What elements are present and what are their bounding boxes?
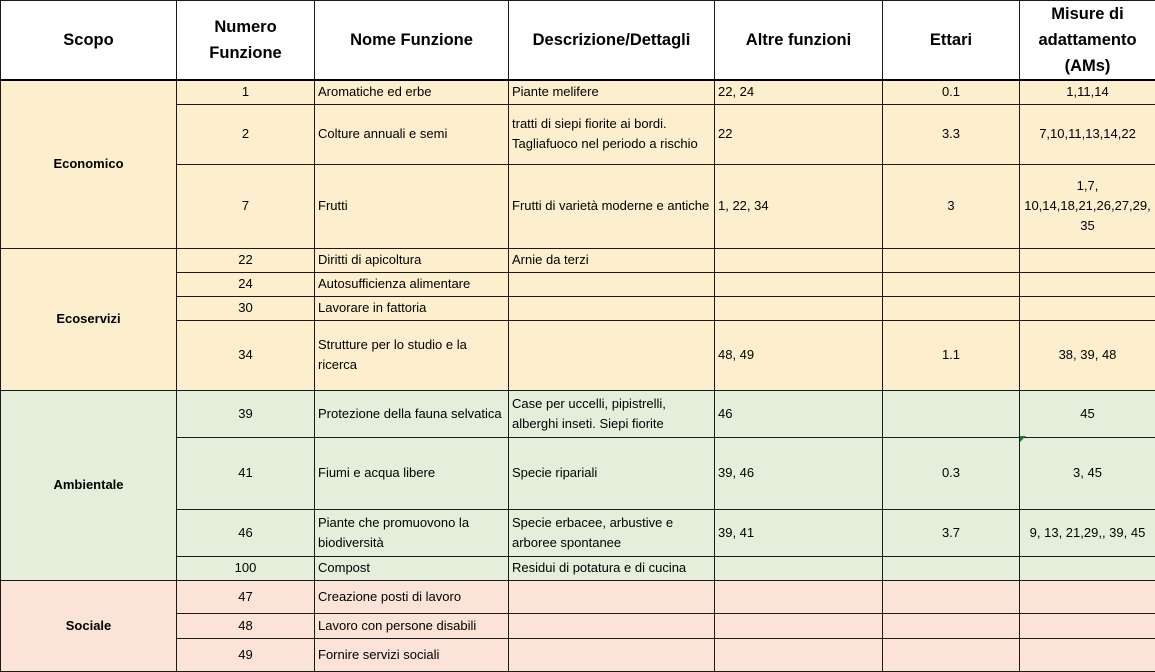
cell-altre	[715, 638, 883, 671]
cell-ams	[1020, 580, 1155, 613]
cell-ams: 38, 39, 48	[1020, 320, 1155, 390]
cell-ams: 3, 45	[1020, 437, 1155, 509]
cell-nome: Creazione posti di lavoro	[315, 580, 509, 613]
cell-nome: Lavoro con persone disabili	[315, 613, 509, 638]
cell-desc	[509, 613, 715, 638]
cell-ettari: 1.1	[883, 320, 1020, 390]
cell-num: 41	[177, 437, 315, 509]
cell-ettari: 3.3	[883, 104, 1020, 164]
group-economico: Economico	[1, 80, 177, 248]
cell-desc	[509, 296, 715, 320]
cell-ams: 9, 13, 21,29,, 39, 45	[1020, 509, 1155, 556]
cell-altre	[715, 613, 883, 638]
cell-nome: Lavorare in fattoria	[315, 296, 509, 320]
cell-nome: Fornire servizi sociali	[315, 638, 509, 671]
header-row	[1, 1, 1155, 81]
cell-desc: Piante melifere	[509, 80, 715, 104]
cell-ams	[1020, 272, 1155, 296]
cell-num: 7	[177, 164, 315, 248]
header-ettari: Ettari	[883, 1, 1020, 81]
cell-ams: 7,10,11,13,14,22	[1020, 104, 1155, 164]
cell-desc: Residui di potatura e di cucina	[509, 556, 715, 580]
cell-desc	[509, 638, 715, 671]
header-altre: Altre funzioni	[715, 1, 883, 81]
group-ecoservizi: Ecoservizi	[1, 248, 177, 390]
cell-num: 39	[177, 390, 315, 437]
cell-num: 34	[177, 320, 315, 390]
table-row	[1, 580, 1155, 613]
cell-altre: 1, 22, 34	[715, 164, 883, 248]
cell-nome: Aromatiche ed erbe	[315, 80, 509, 104]
cell-ams	[1020, 613, 1155, 638]
cell-desc: Case per uccelli, pipistrelli, alberghi inseti. Siepi fiorite	[509, 390, 715, 437]
cell-desc: Arnie da terzi	[509, 248, 715, 272]
cell-desc: Frutti di varietà moderne e antiche	[509, 164, 715, 248]
cell-altre	[715, 272, 883, 296]
table-row	[1, 248, 1155, 272]
cell-altre	[715, 248, 883, 272]
header-descrizione: Descrizione/Dettagli	[509, 1, 715, 81]
cell-desc: Specie erbacee, arbustive e arboree spontanee	[509, 509, 715, 556]
cell-nome: Piante che promuovono la biodiversità	[315, 509, 509, 556]
cell-nome: Frutti	[315, 164, 509, 248]
cell-num: 2	[177, 104, 315, 164]
cell-altre: 48, 49	[715, 320, 883, 390]
cell-nome: Colture annuali e semi	[315, 104, 509, 164]
cell-num: 24	[177, 272, 315, 296]
cell-altre: 22	[715, 104, 883, 164]
header-nome: Nome Funzione	[315, 1, 509, 81]
cell-num: 100	[177, 556, 315, 580]
cell-num: 47	[177, 580, 315, 613]
cell-num: 22	[177, 248, 315, 272]
cell-ettari: 0.1	[883, 80, 1020, 104]
cell-desc: Specie ripariali	[509, 437, 715, 509]
cell-ams	[1020, 248, 1155, 272]
cell-ettari	[883, 248, 1020, 272]
cell-ettari	[883, 613, 1020, 638]
cell-nome: Autosufficienza alimentare	[315, 272, 509, 296]
header-misure: Misure di adattamento (AMs)	[1020, 1, 1155, 81]
cell-desc	[509, 580, 715, 613]
cell-ettari	[883, 296, 1020, 320]
cell-nome: Fiumi e acqua libere	[315, 437, 509, 509]
header-numero: Numero Funzione	[177, 1, 315, 81]
cell-ettari: 3	[883, 164, 1020, 248]
group-sociale: Sociale	[1, 580, 177, 671]
cell-altre: 39, 41	[715, 509, 883, 556]
cell-ams	[1020, 296, 1155, 320]
cell-altre: 22, 24	[715, 80, 883, 104]
cell-ams: 1,7, 10,14,18,21,26,27,29, 35	[1020, 164, 1155, 248]
cell-nome: Strutture per lo studio e la ricerca	[315, 320, 509, 390]
table-row	[1, 80, 1155, 104]
cell-altre: 39, 46	[715, 437, 883, 509]
cell-nome: Protezione della fauna selvatica	[315, 390, 509, 437]
cell-altre: 46	[715, 390, 883, 437]
cell-ams: 1,11,14	[1020, 80, 1155, 104]
cell-num: 49	[177, 638, 315, 671]
cell-nome: Compost	[315, 556, 509, 580]
group-ambientale: Ambientale	[1, 390, 177, 580]
cell-altre	[715, 296, 883, 320]
cell-altre	[715, 580, 883, 613]
cell-ettari	[883, 580, 1020, 613]
cell-ettari	[883, 638, 1020, 671]
cell-desc	[509, 320, 715, 390]
cell-ettari: 0.3	[883, 437, 1020, 509]
cell-desc	[509, 272, 715, 296]
cell-num: 46	[177, 509, 315, 556]
table-row	[1, 390, 1155, 437]
cell-ams	[1020, 556, 1155, 580]
cell-nome: Diritti di apicoltura	[315, 248, 509, 272]
cell-ettari: 3.7	[883, 509, 1020, 556]
cell-ettari	[883, 272, 1020, 296]
comment-marker-icon	[1020, 436, 1026, 442]
cell-ettari	[883, 556, 1020, 580]
cell-num: 1	[177, 80, 315, 104]
header-scopo: Scopo	[1, 1, 177, 81]
cell-desc: tratti di siepi fiorite ai bordi. Tagliafuoco nel periodo a rischio	[509, 104, 715, 164]
cell-altre	[715, 556, 883, 580]
cell-ams	[1020, 638, 1155, 671]
cell-num: 30	[177, 296, 315, 320]
cell-num: 48	[177, 613, 315, 638]
cell-ams: 45	[1020, 390, 1155, 437]
cell-ettari	[883, 390, 1020, 437]
